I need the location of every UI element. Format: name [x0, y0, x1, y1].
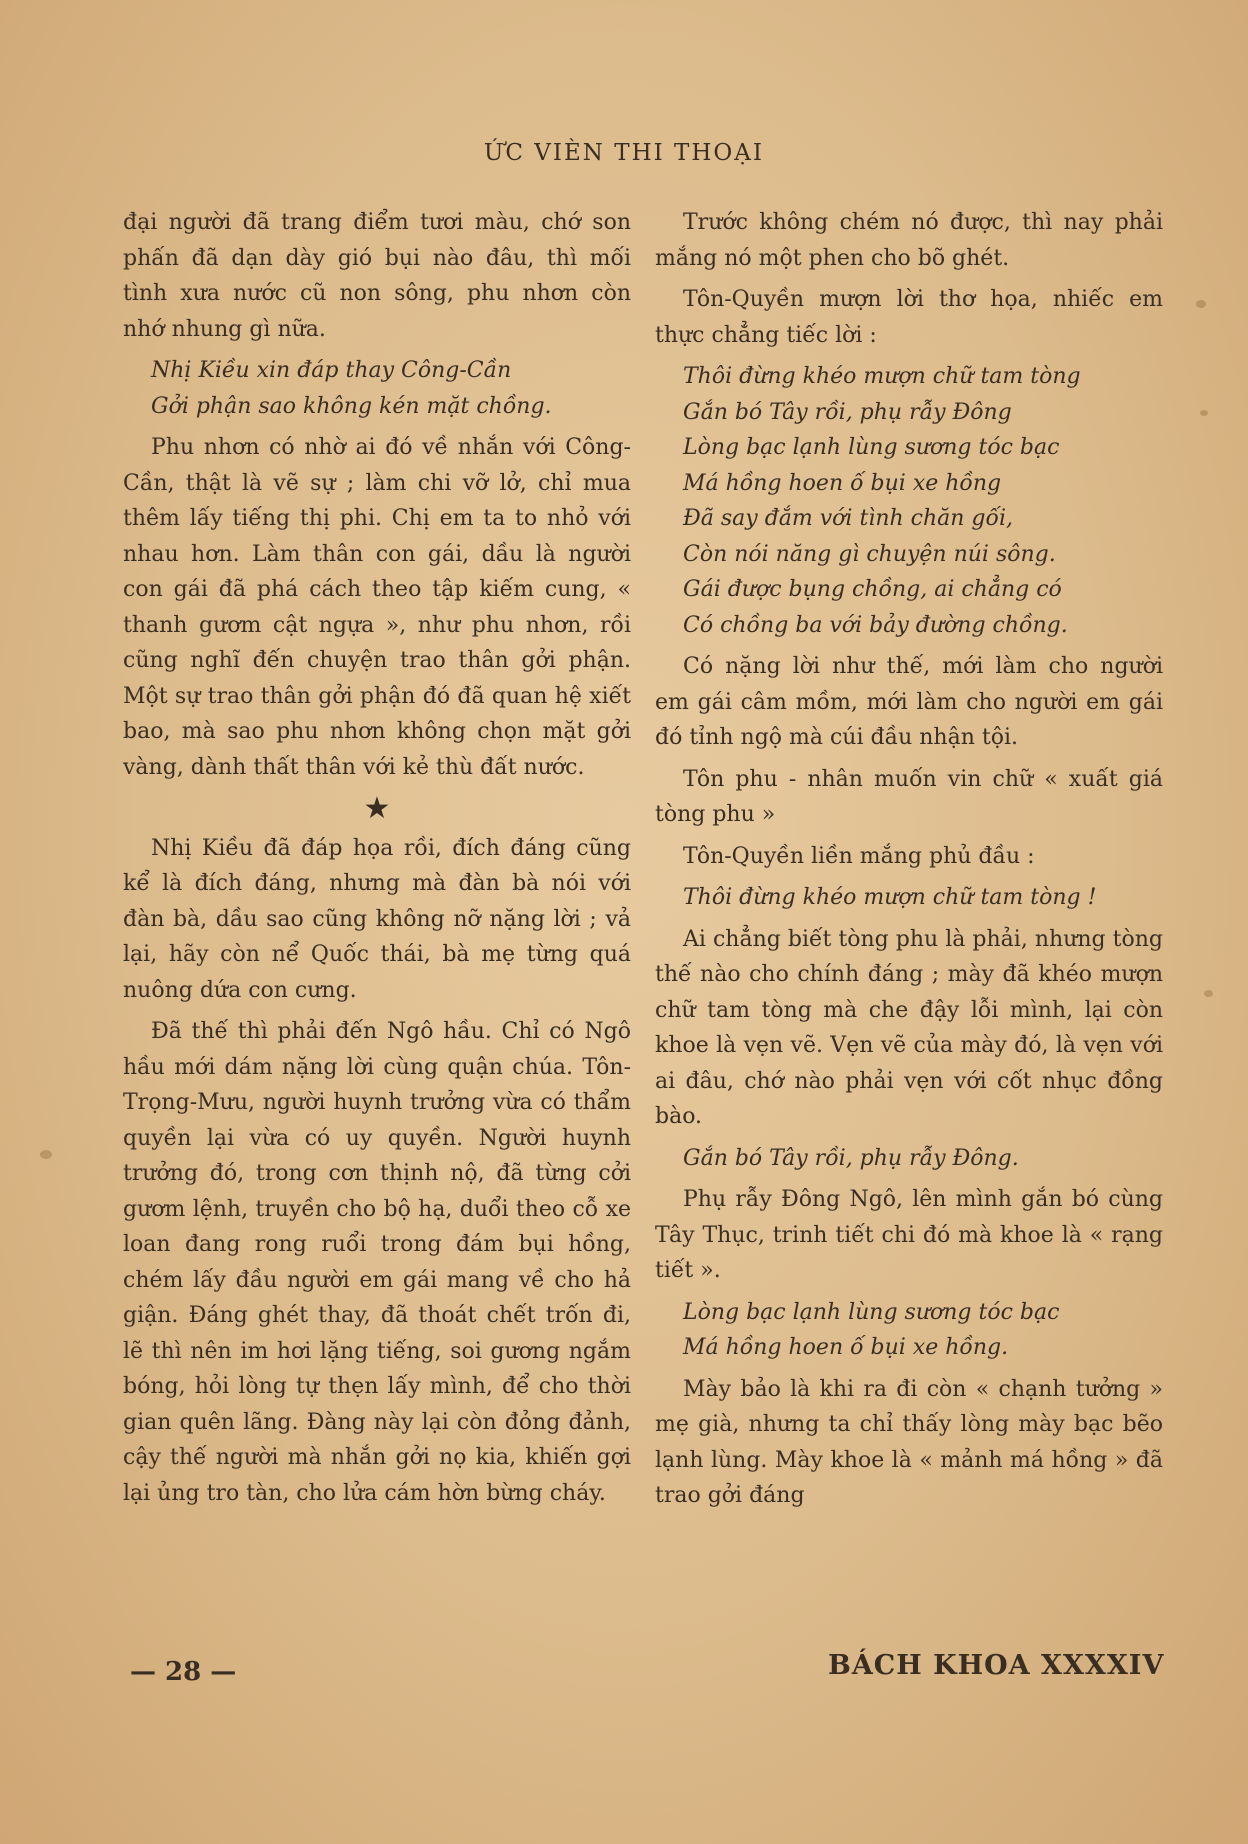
- verse-line: Gắn bó Tây rồi, phụ rẫy Đông.: [683, 1145, 1019, 1171]
- verse-line: Đã say đắm với tình chăn gối,: [683, 506, 1013, 531]
- paragraph: Ai chẳng biết tòng phu là phải, nhưng tòng thế nào cho chính đáng ; mày đã khéo mượn chữ tam tòng mà che đậy lỗi mình, lại còn khoe là vẹn vẽ. Vẹn vẽ của mày đó, là vẹn với ai đâu, chớ nào phải vẹn với cốt nhục đồng bào.: [655, 926, 1163, 1129]
- verse-line: Gái được bụng chồng, ai chẳng có: [683, 577, 1062, 602]
- paragraph: Phụ rẫy Đông Ngô, lên mình gắn bó cùng Tây Thục, trinh tiết chi đó mà khoe là « rạng tiết ».: [655, 1187, 1163, 1283]
- paragraph: Có nặng lời như thế, mới làm cho người em gái câm mồm, mới làm cho người em gái đó tỉnh ngộ mà cúi đầu nhận tội.: [655, 654, 1163, 750]
- paragraph: đại người đã trang điểm tươi màu, chớ son phấn đã dạn dày gió bụi nào đâu, thì mối tình xưa nước cũ non sông, phu nhơn còn nhớ nhung gì nữa.: [123, 210, 631, 342]
- verse-line: Má hồng hoen ố bụi xe hồng.: [683, 1335, 1009, 1360]
- page-number: — 28 —: [130, 1657, 237, 1687]
- paragraph: Tôn-Quyền mượn lời thơ họa, nhiếc em thực chẳng tiếc lời :: [655, 287, 1163, 348]
- verse: [655, 359, 1163, 643]
- verse: [123, 353, 631, 424]
- paragraph: Tôn-Quyền liền mắng phủ đầu :: [683, 843, 1035, 869]
- verse: [655, 880, 1163, 916]
- verse-line: Có chồng ba với bảy đường chồng.: [683, 612, 1068, 638]
- right-column: [655, 205, 1163, 1520]
- paragraph: Tôn phu - nhân muốn vin chữ « xuất giá tòng phu »: [655, 766, 1163, 827]
- magazine-title: BÁCH KHOA XXXXIV: [828, 1650, 1165, 1681]
- paragraph: Mày bảo là khi ra đi còn « chạnh tưởng » mẹ già, nhưng ta chỉ thấy lòng mày bạc bẽo lạnh lùng. Mày khoe là « mảnh má hồng » đã trao gởi đáng: [655, 1376, 1163, 1508]
- left-column: [123, 205, 631, 1517]
- verse-line: Nhị Kiều xin đáp thay Công-Cần: [151, 358, 512, 383]
- verse-line: Thôi đừng khéo mượn chữ tam tòng !: [683, 885, 1097, 910]
- verse-line: Má hồng hoen ố bụi xe hồng: [683, 470, 1002, 496]
- running-header: ỨC VIÈN THI THOẠI: [484, 140, 764, 166]
- verse-line: Còn nói năng gì chuyện núi sông.: [683, 541, 1056, 567]
- paragraph: Đã thế thì phải đến Ngô hầu. Chỉ có Ngô hầu mới dám nặng lời cùng quận chúa. Tôn-Trọng-Mưu, người huynh trưởng vừa có thẩm quyền lại vừa có uy quyền. Người huynh trưởng đó, trong cơn thịnh nộ, đã từng cởi gươm lệnh, truyền cho bộ hạ, duổi theo cỗ xe loan đang rong ruổi trong đám bụi hồng, chém lấy đầu người em gái mang về cho hả giận. Đáng ghét thay, đã thoát chết trốn đi, lẽ thì nên im hơi lặng tiếng, soi gương ngắm bóng, hỏi lòng tự thẹn lấy mình, để cho thời gian quên lãng. Đàng này lại còn đỏng đảnh, cậy thế người mà nhắn gởi nọ kia, khiến gợi lại ủng tro tàn, cho lửa cám hờn bừng cháy.: [123, 1019, 631, 1506]
- paragraph: Nhị Kiều đã đáp họa rồi, đích đáng cũng kể là đích đáng, nhưng mà đàn bà nói với đàn bà, dầu sao cũng không nỡ nặng lời ; vả lại, hãy còn nể Quốc thái, bà mẹ từng quá nuông dứa con cưng.: [123, 835, 631, 1003]
- verse: [655, 1141, 1163, 1177]
- verse-line: Gắn bó Tây rồi, phụ rẫy Đông: [683, 399, 1012, 425]
- verse-line: Gởi phận sao không kén mặt chồng.: [151, 393, 552, 419]
- verse: [655, 1295, 1163, 1366]
- verse-line: Lòng bạc lạnh lùng sương tóc bạc: [683, 435, 1060, 460]
- verse-line: Thôi đừng khéo mượn chữ tam tòng: [683, 364, 1081, 389]
- verse-line: Lòng bạc lạnh lùng sương tóc bạc: [683, 1299, 1060, 1325]
- paragraph: Trước không chém nó được, thì nay phải mắng nó một phen cho bõ ghét.: [655, 210, 1163, 271]
- paragraph: Phu nhơn có nhờ ai đó về nhắn với Công-Cần, thật là vẽ sự ; làm chi vỡ lở, chỉ mua thêm lấy tiếng thị phi. Chị em ta to nhỏ với nhau hơn. Làm thân con gái, dầu là người con gái đã phá cách theo tập kiếm cung, « thanh gươm cật ngựa », như phu nhơn, rồi cũng nghĩ đến chuyện trao thân gởi phận. Một sự trao thân gởi phận đó đã quan hệ xiết bao, mà sao phu nhơn không chọn mặt gởi vàng, dành thất thân với kẻ thù đất nước.: [123, 435, 631, 780]
- star-divider-icon: ★: [363, 791, 391, 826]
